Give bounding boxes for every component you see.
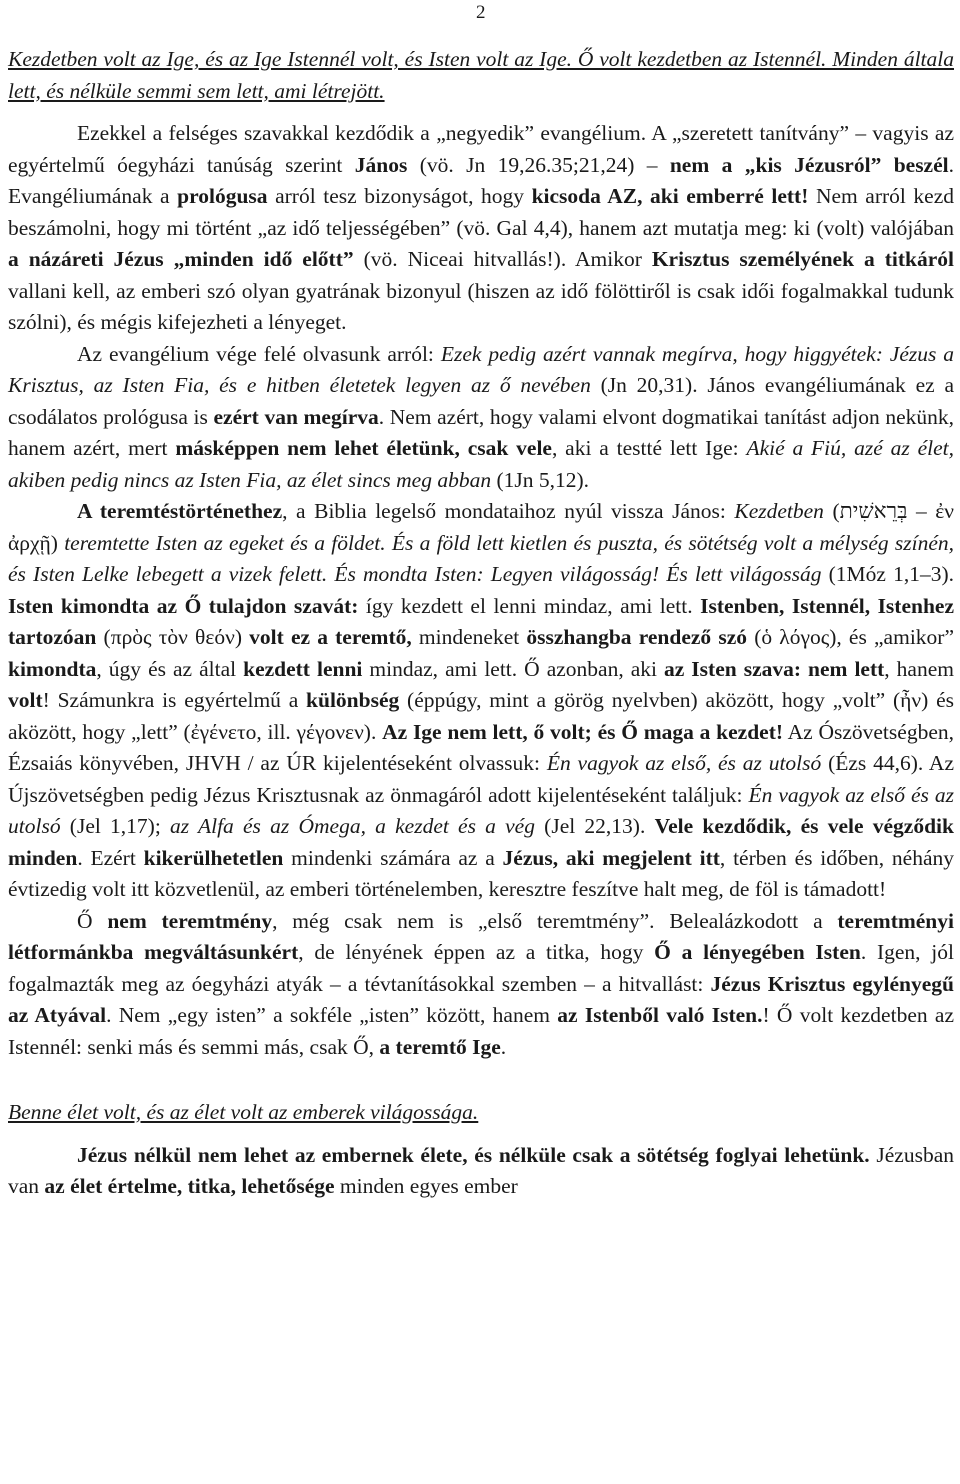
epigraph — [8, 44, 954, 107]
paragraph-2: Az evangélium vége felé olvasunk arról: Ezek pedig azért vannak megírva, hogy higgyétek: Jézus a Krisztus, az Isten Fia, és e hitben életetek legyen az ő nevében (Jn 20,31). János evangéliumának ez a csodálatos prológusa is ezért van megírva. Nem azért, hogy valami elvont dogmatikai tanítást adjon nekünk, hanem azért, mert másképpen nem lehet életünk, csak vele, aki a testté lett Ige: Akié a Fiú, azé az élet, akiben pedig nincs az Isten Fia, az élet sincs meg abban (1Jn 5,12). — [8, 341, 954, 492]
paragraph-3: A teremtéstörténethez, a Biblia legelső mondataihoz nyúl vissza János: Kezdetben (בְּרֵאשִׁית – ἐν ἀρχῇ) teremtette Isten az egeket és a földet. És a föld lett kietlen és puszta, és sötétség volt a mélység színén, és Isten Lelke lebegett a vizek felett. És mondta Isten: Legyen világosság! És lett világosság (1Móz 1,1–3). Isten kimondta az Ő tulajdon szavát: így kezdett el lenni mindaz, ami lett. Istenben, Istennél, Istenhez tartozóan (πρὸς τὸν θεόν) volt ez a teremtő, mindeneket összhangba rendező szó (ὁ λόγος), és „amikor” kimondta, úgy és az által kezdett lenni mindaz, ami lett. Ő azonban, aki az Isten szava: nem lett, hanem volt! Számunkra is egyértelmű a különbség (éppúgy, mint a görög nyelvben) aközött, hogy „volt” (ἦν) és aközött, hogy „lett” (ἐγένετο, ill. γέγονεν). Az Ige nem lett, ő volt; és Ő maga a kezdet! Az Ószövetségben, Ézsaiás könyvében, JHVH / az ÚR kijelentéseként olvassuk: Én vagyok az első, és az utolsó (Ézs 44,6). Az Újszövetségben pedig Jézus Krisztusnak az önmagáról adott kijelentéseként találjuk: Én vagyok az első és az utolsó (Jel 1,17); az Alfa és az Ómega, a kezdet és a vég (Jel 22,13). Vele kezdődik, és vele végződik minden. Ezért kikerülhetetlen mindenki számára az a Jézus, aki megjelent itt, térben és időben, néhány évtizedig volt itt közvetlenül, az emberi történelemben, keresztre feszítve halt meg, de föl is támadott! — [8, 499, 955, 901]
hebrew-word: בְּרֵאשִׁית — [839, 499, 908, 523]
paragraph-4: Ő nem teremtmény, még csak nem is „első teremtmény”. Belealázkodott a teremtményi létformánkba megváltásunkért, de lényének éppen az a titka, hogy Ő a lényegében Isten. Igen, jól fogalmazták meg az óegyházi atyák – a tévtanításokkal szemben – a hitvallást: Jézus Krisztus egylényegű az Atyával. Nem „egy isten” a sokféle „isten” között, hanem az Istenből való Isten.! Ő volt kezdetben az Istennél: senki más és semmi más, csak Ő, a teremtő Ige. — [8, 908, 954, 1059]
section-heading: Benne élet volt, és az élet volt az emberek világossága. — [8, 1100, 479, 1124]
paragraph-1: Ezekkel a felséges szavakkal kezdődik a „negyedik” evangélium. A „szeretett tanítvány” – vagyis az egyértelmű óegyházi tanúság szerint János (vö. Jn 19,26.35;21,24) – nem a „kis Jézusról” beszél. Evangéliumának a prológusa arról tesz bizonyságot, hogy kicsoda AZ, aki emberré lett! Nem arról kezd beszámolni, hogy mi történt „az idő teljességében” (vö. Gal 4,4), hanem azt mutatja meg: ki (volt) valójában a názáreti Jézus „minden idő előtt” (vö. Niceai hitvallás!). Amikor Krisztus személyének a titkáról vallani kell, az emberi szó olyan gyatrának bizonyul (hiszen az idő fölöttiről is csak idői fogalmakkal tudunk szólni), és mégis kifejezheti a lényeget. — [8, 121, 954, 334]
text-body — [8, 44, 954, 1203]
page-number: 2 — [476, 2, 486, 23]
greek-phrase: ἐν ἀρχῇ — [8, 499, 955, 555]
paragraph-5: Jézus nélkül nem lehet az embernek élete, és nélküle csak a sötétség foglyai lehetünk. Jézusban van az élet értelme, titka, lehetősége minden egyes ember — [8, 1142, 954, 1198]
epigraph-quote: Kezdetben volt az Ige, és az Ige Istennél volt, és Isten volt az Ige. Ő volt kezdetben az Istennél. Minden általa lett, és nélküle semmi sem lett, ami létrejött. — [8, 47, 954, 103]
